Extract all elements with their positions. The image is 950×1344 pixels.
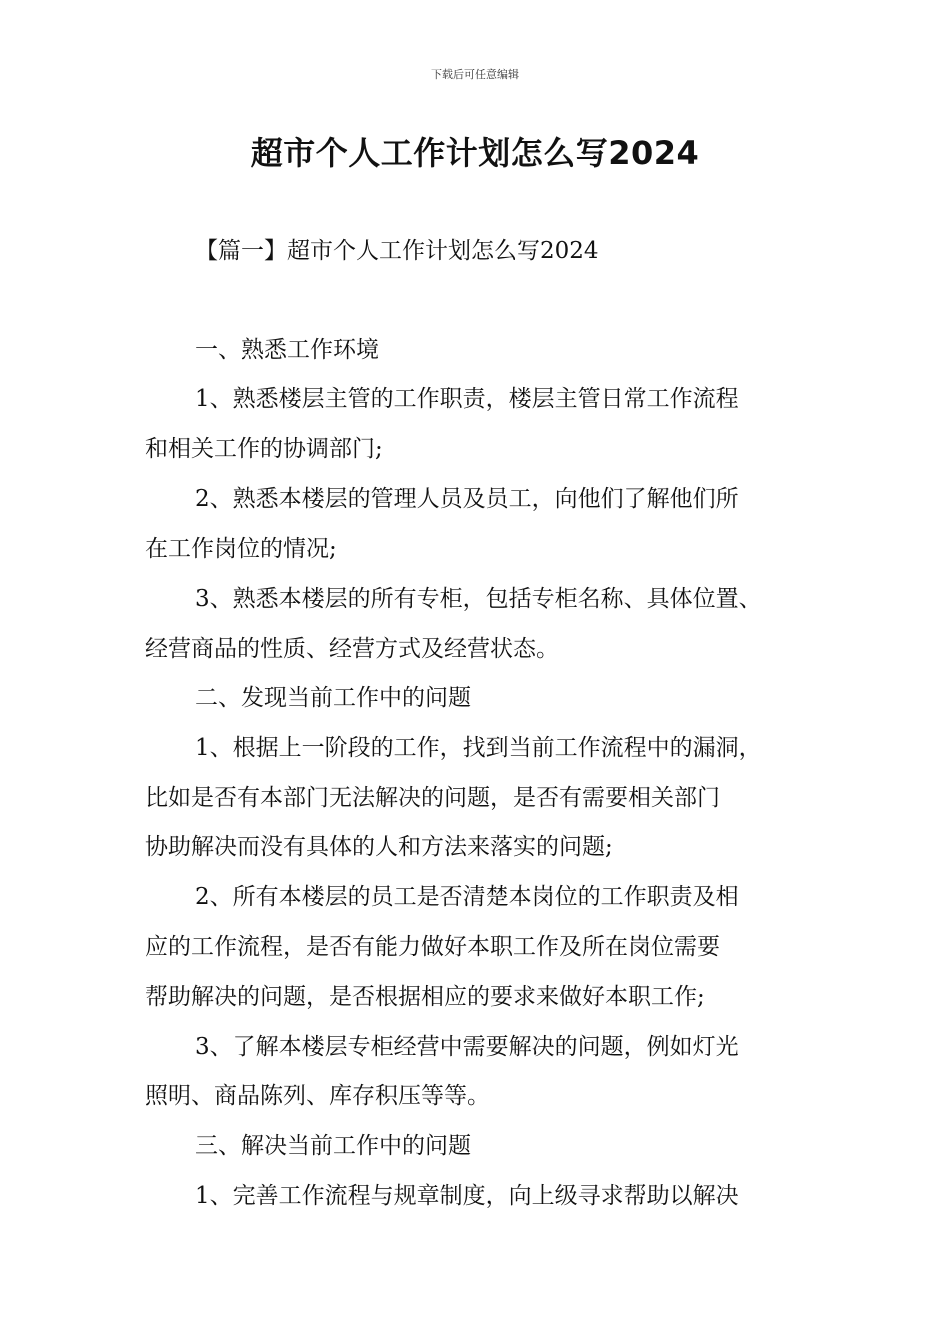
paragraph-line: 1、根据上一阶段的工作，找到当前工作流程中的漏洞， — [195, 735, 762, 761]
header-note: 下载后可任意编辑 — [431, 68, 519, 81]
paragraph-line: 2、熟悉本楼层的管理人员及员工，向他们了解他们所 — [195, 486, 739, 512]
document-title: 超市个人工作计划怎么写2024 — [250, 134, 700, 172]
paragraph-line: 2、所有本楼层的员工是否清楚本岗位的工作职责及相 — [195, 884, 739, 910]
paragraph-line: 照明、商品陈列、库存积压等等。 — [145, 1083, 490, 1109]
paragraph-line: 经营商品的性质、经营方式及经营状态。 — [145, 636, 559, 662]
paragraph-line: 在工作岗位的情况; — [145, 536, 337, 562]
heading-1: 一、熟悉工作环境 — [195, 337, 379, 363]
paragraph-line: 帮助解决的问题，是否根据相应的要求来做好本职工作; — [145, 984, 705, 1010]
paragraph-line: 3、了解本楼层专柜经营中需要解决的问题，例如灯光 — [195, 1034, 739, 1060]
paragraph-line: 1、熟悉楼层主管的工作职责，楼层主管日常工作流程 — [195, 386, 739, 412]
paragraph-line: 3、熟悉本楼层的所有专柜，包括专柜名称、具体位置、 — [195, 586, 762, 612]
section-heading: 【篇一】超市个人工作计划怎么写2024 — [195, 238, 599, 264]
paragraph-line: 比如是否有本部门无法解决的问题，是否有需要相关部门 — [145, 785, 720, 811]
paragraph-line: 1、完善工作流程与规章制度，向上级寻求帮助以解决 — [195, 1183, 739, 1209]
paragraph-line: 和相关工作的协调部门; — [145, 436, 383, 462]
heading-3: 三、解决当前工作中的问题 — [195, 1133, 471, 1159]
paragraph-line: 应的工作流程，是否有能力做好本职工作及所在岗位需要 — [145, 934, 720, 960]
paragraph-line: 协助解决而没有具体的人和方法来落实的问题; — [145, 834, 613, 860]
heading-2: 二、发现当前工作中的问题 — [195, 685, 471, 711]
